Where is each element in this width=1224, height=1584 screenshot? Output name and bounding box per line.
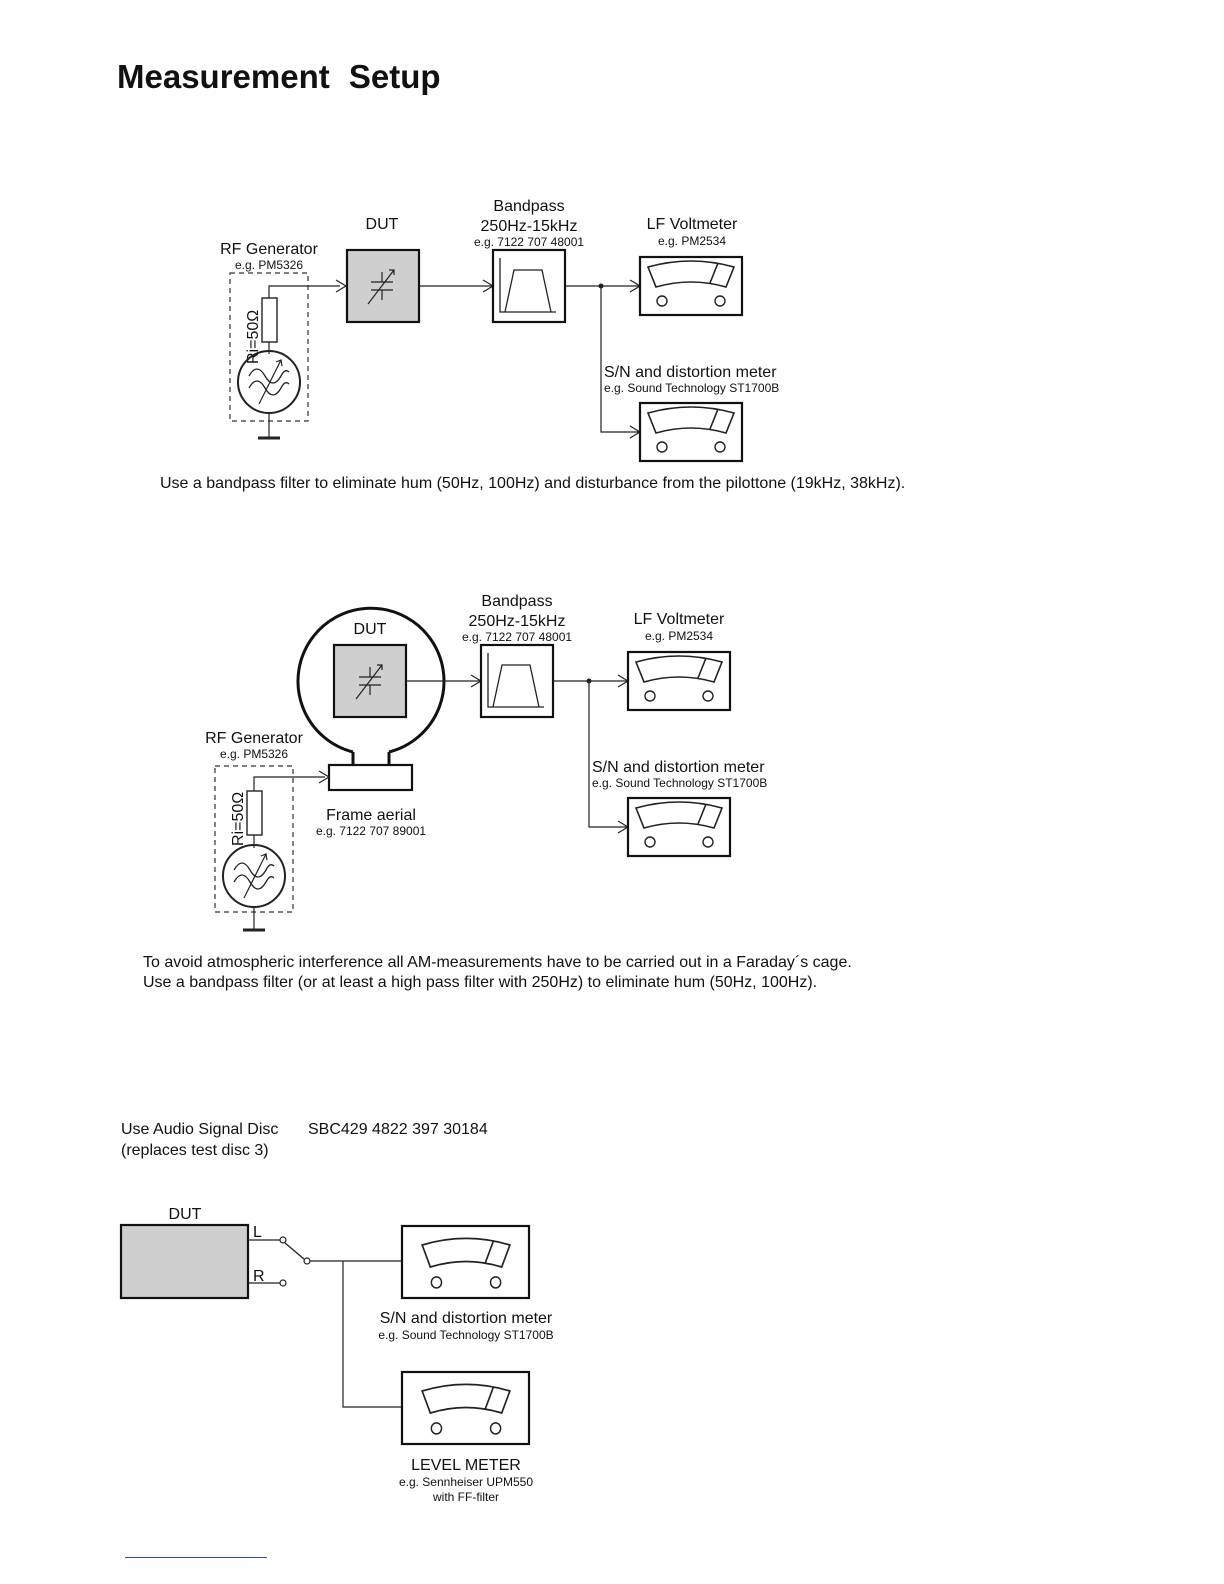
cd-switch-contact-right [280, 1280, 286, 1286]
am-rf-generator-model: e.g. PM5326 [219, 747, 289, 761]
fm-generator-icon [238, 351, 300, 413]
am-sn-meter-model: e.g. Sound Technology ST1700B [592, 776, 768, 790]
fm-lf-voltmeter-model: e.g. PM2534 [657, 234, 727, 248]
cd-level-meter-filter: with FF-filter [433, 1490, 499, 1504]
page-title-word1: Measurement [117, 58, 330, 95]
am-bandpass-model: e.g. 7122 707 48001 [461, 630, 573, 644]
cd-right-label: R [253, 1268, 265, 1285]
fm-note: Use a bandpass filter to eliminate hum (50Hz, 100Hz) and disturbance from the pilottone (19kHz, 38kHz). [160, 475, 906, 492]
cd-disc-text: Use Audio Signal Disc [121, 1121, 279, 1138]
am-bandpass-range: 250Hz-15kHz [468, 613, 566, 630]
am-sn-meter-label: S/N and distortion meter [592, 759, 765, 776]
fm-ri-label: Ri=50Ω [245, 309, 262, 364]
am-rf-generator-label: RF Generator [205, 730, 303, 747]
cd-left-label: L [253, 1224, 262, 1241]
fm-resistor [262, 298, 277, 342]
cd-level-meter-model: e.g. Sennheiser UPM550 [398, 1475, 534, 1489]
am-bandpass-box [481, 645, 553, 717]
fm-lf-voltmeter-label: LF Voltmeter [646, 216, 738, 233]
am-setup [143, 593, 852, 991]
am-frame-aerial-box [329, 765, 412, 790]
cd-sn-meter-label: S/N and distortion meter [379, 1310, 553, 1327]
am-ri-label: Ri=50Ω [230, 791, 247, 846]
fm-dut-label: DUT [365, 216, 399, 233]
fm-bandpass-model: e.g. 7122 707 48001 [473, 235, 585, 249]
fm-dut-box [347, 250, 419, 322]
cd-disc-code: SBC429 4822 397 30184 [308, 1121, 488, 1138]
cd-dut-label: DUT [168, 1206, 202, 1223]
am-dut-label: DUT [353, 621, 387, 638]
footer-link-line[interactable] [125, 1557, 267, 1558]
cd-switch-contact-left [280, 1237, 286, 1243]
fm-bandpass-label: Bandpass [493, 198, 565, 215]
am-lf-voltmeter-label: LF Voltmeter [633, 611, 725, 628]
fm-rf-generator-label: RF Generator [220, 241, 318, 258]
cd-dut-box [121, 1225, 248, 1298]
cd-level-meter-label: LEVEL METER [411, 1457, 521, 1474]
am-bandpass-label: Bandpass [481, 593, 553, 610]
cd-sn-meter-model: e.g. Sound Technology ST1700B [378, 1328, 554, 1342]
am-frame-aerial-model: e.g. 7122 707 89001 [315, 824, 427, 838]
fm-bandpass-box [493, 250, 565, 322]
fm-setup [160, 198, 905, 492]
cd-switch-pivot [304, 1258, 310, 1264]
am-lf-voltmeter-model: e.g. PM2534 [644, 629, 714, 643]
am-note-line1: To avoid atmospheric interference all AM-measurements have to be carried out in a Faraday´s cage. [143, 954, 852, 971]
am-frame-aerial-label: Frame aerial [326, 807, 416, 824]
am-note-line2: Use a bandpass filter (or at least a high pass filter with 250Hz) to eliminate hum (50Hz, 100Hz). [143, 974, 818, 991]
page-title-word2: Setup [348, 58, 441, 95]
fm-rf-generator-model: e.g. PM5326 [234, 258, 304, 272]
fm-bandpass-range: 250Hz-15kHz [480, 218, 578, 235]
am-resistor [247, 791, 262, 835]
am-generator-icon [223, 845, 285, 907]
cd-setup [121, 1121, 554, 1504]
cd-switch-blade [285, 1243, 304, 1259]
cd-disc-note: (replaces test disc 3) [121, 1142, 269, 1159]
fm-sn-meter-label: S/N and distortion meter [604, 364, 777, 381]
fm-sn-meter-model: e.g. Sound Technology ST1700B [604, 381, 780, 395]
